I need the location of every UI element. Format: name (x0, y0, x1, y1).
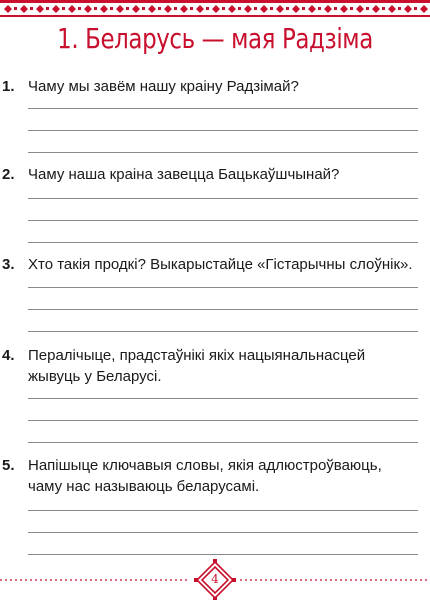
answer-line[interactable] (28, 152, 418, 153)
answer-line[interactable] (28, 287, 418, 288)
answer-line[interactable] (28, 309, 418, 310)
answer-line[interactable] (28, 198, 418, 199)
question-text: Чаму наша краіна завецца Бацькаўшчынай? (28, 166, 340, 183)
question-number: 1. (2, 78, 15, 95)
top-ornament-border (0, 0, 430, 18)
answer-line[interactable] (28, 331, 418, 332)
answer-line[interactable] (28, 108, 418, 109)
answer-line[interactable] (28, 398, 418, 399)
answer-line[interactable] (28, 510, 418, 511)
question-text: Чаму мы завём нашу краіну Радзімай? (28, 78, 299, 95)
answer-line[interactable] (28, 554, 418, 555)
answer-line[interactable] (28, 130, 418, 131)
question-number: 2. (2, 166, 15, 183)
question-text: Хто такія продкі? Выкарыстайце «Гістарычны слоўнік». (28, 256, 413, 273)
answer-line[interactable] (28, 242, 418, 243)
answer-line[interactable] (28, 442, 418, 443)
answer-line[interactable] (28, 220, 418, 221)
page-number: 4 (211, 572, 219, 586)
answer-line[interactable] (28, 532, 418, 533)
question-text: Пералічыце, прадстаўнікі якіх нацыянальнасцей жывуць у Беларусі. (28, 347, 366, 385)
answer-line[interactable] (28, 420, 418, 421)
question-number: 4. (2, 347, 15, 364)
question-number: 3. (2, 256, 15, 273)
question-number: 5. (2, 457, 15, 474)
question-text: Напішыце ключавыя словы, якія адлюстроўваюць, чаму нас называюць беларусамі. (28, 457, 382, 495)
page-title: 1. Беларусь — мая Радзіма (57, 22, 373, 55)
